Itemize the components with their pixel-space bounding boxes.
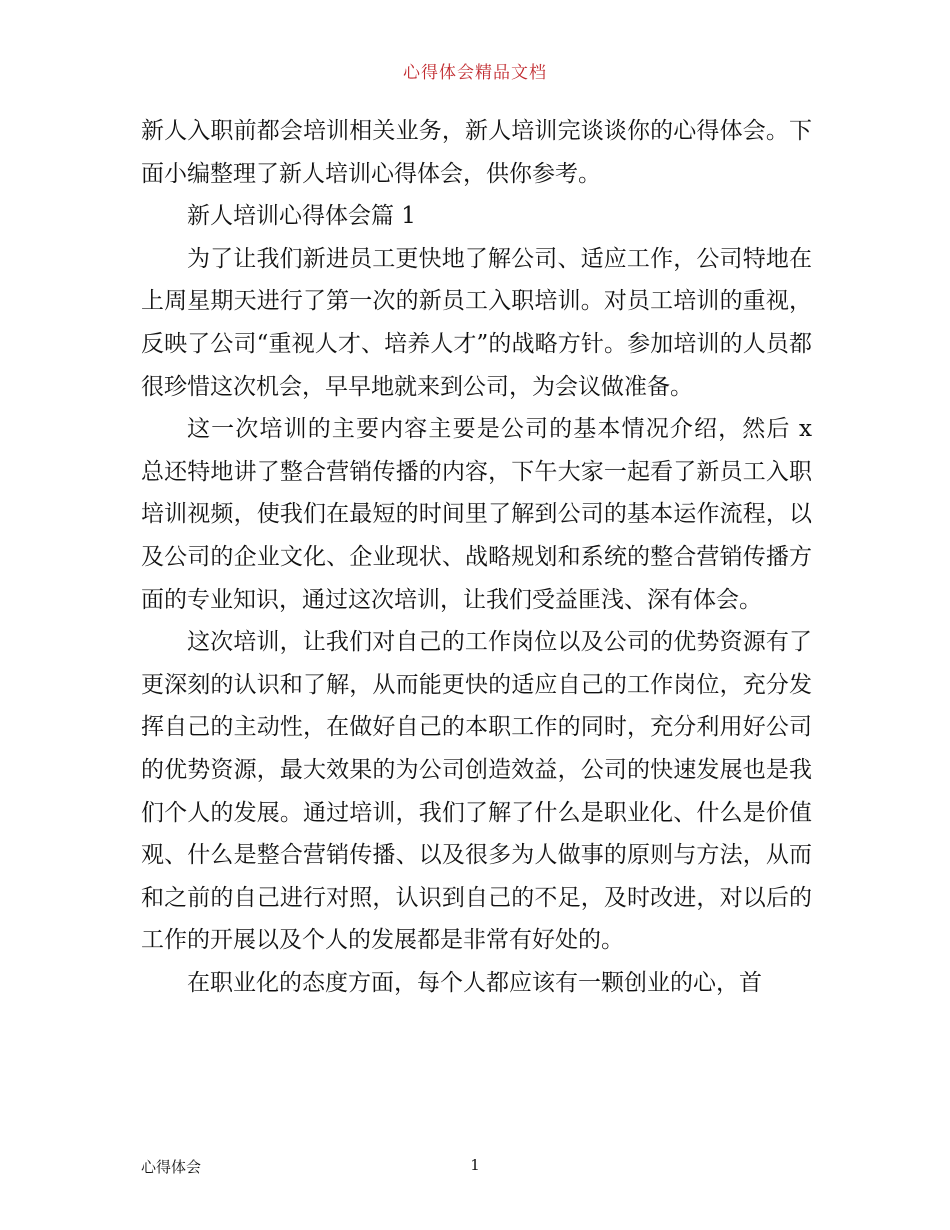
intro-paragraph: 新人入职前都会培训相关业务，新人培训完谈谈你的心得体会。下面小编整理了新人培训心得体会，供你参考。 — [141, 118, 812, 187]
section-title: 新人培训心得体会篇 1 — [187, 203, 416, 230]
footer-label: 心得体会 — [141, 1158, 202, 1176]
page-number: 1 — [470, 1156, 480, 1174]
document-header-title: 心得体会精品文档 — [403, 63, 547, 83]
body-paragraph-1: 为了让我们新进员工更快地了解公司、适应工作，公司特地在上周星期天进行了第一次的新员工入职培训。对员工培训的重视，反映了公司“重视人才、培养人才”的战略方针。参加培训的人员都很珍惜这次机会，早早地就来到公司，为会议做准备。 — [141, 245, 812, 400]
body-paragraph-2: 这一次培训的主要内容主要是公司的基本情况介绍，然后 x 总还特地讲了整合营销传播的内容，下午大家一起看了新员工入职培训视频，使我们在最短的时间里了解到公司的基本运作流程，以及公司的企业文化、企业现状、战略规划和系统的整合营销传播方面的专业知识，通过这次培训，让我们受益匪浅、深有体会。 — [141, 416, 812, 613]
body-paragraph-4: 在职业化的态度方面，每个人都应该有一颗创业的心，首 — [187, 969, 762, 996]
document-body — [141, 110, 812, 1004]
body-paragraph-3: 这次培训，让我们对自己的工作岗位以及公司的优势资源有了更深刻的认识和了解，从而能更快的适应自己的工作岗位，充分发挥自己的主动性，在做好自己的本职工作的同时，充分利用好公司的优势资源，最大效果的为公司创造效益，公司的快速发展也是我们个人的发展。通过培训，我们了解了什么是职业化、什么是价值观、什么是整合营销传播、以及很多为人做事的原则与方法，从而和之前的自己进行对照，认识到自己的不足，及时改进，对以后的工作的开展以及个人的发展都是非常有好处的。 — [141, 629, 812, 954]
